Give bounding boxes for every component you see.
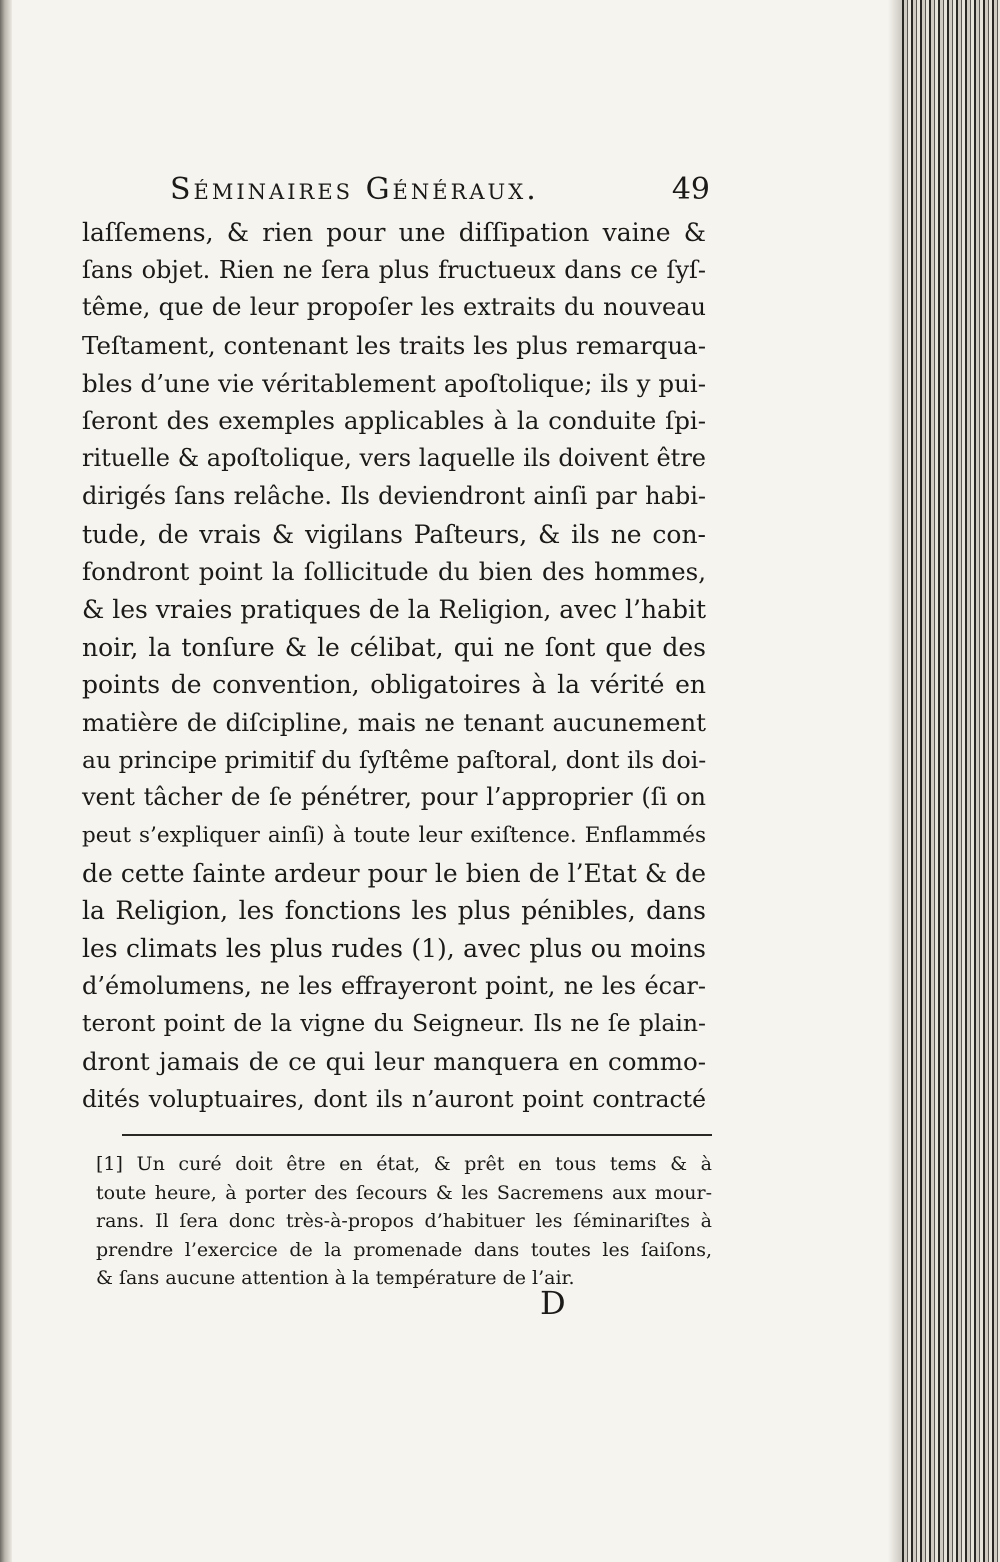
text-line: Teſtament, contenant les traits les plus remarqua- — [82, 331, 706, 361]
text-line: de cette ſainte ardeur pour le bien de l’Etat & de — [82, 858, 706, 888]
text-line: bles d’une vie véritablement apoſtolique; ils y pui- — [82, 368, 706, 398]
text-line: ſeront des exemples applicables à la conduite ſpi- — [82, 406, 706, 436]
text-line: d’émolumens, ne les effrayeront point, ne les écar- — [82, 971, 706, 1000]
text-line: tême, que de leur propoſer les extraits du nouveau — [82, 293, 706, 322]
footnote-line: toute heure, à porter des ſecours & les Sacremens aux mour- — [96, 1181, 712, 1204]
page-number: 49 — [671, 172, 710, 207]
text-line: dités voluptuaires, dont ils n’auront point contracté — [82, 1084, 706, 1113]
text-line: au principe primitif du ſyſtême paſtoral, dont ils doi- — [82, 745, 707, 774]
signature-mark: D — [540, 1284, 566, 1322]
text-line: ſans objet. Rien ne ſera plus fructueux dans ce ſyſ- — [82, 255, 706, 284]
body-text — [82, 214, 706, 1119]
text-line: laſſemens, & rien pour une diſſipation vaine & — [82, 218, 706, 247]
text-line: rituelle & apoſtolique, vers laquelle ils doivent être — [82, 444, 706, 473]
footnote — [96, 1150, 712, 1293]
footnote-line: & ſans aucune attention à la température de l’air. — [96, 1267, 575, 1290]
footnote-rule — [122, 1134, 712, 1136]
text-line: points de convention, obligatoires à la vérité en — [82, 670, 706, 700]
text-line: vent tâcher de ſe pénétrer, pour l’approprier (ſi on — [82, 783, 706, 812]
text-line: fondront point la ſollicitude du bien des hommes, — [82, 557, 706, 587]
binding-gutter — [0, 0, 12, 1562]
running-head — [170, 168, 710, 212]
running-head-title: Séminaires Généraux. — [170, 172, 539, 207]
footnote-line: rans. Il ſera donc très-à-propos d’habituer les ſéminariſtes à — [96, 1210, 712, 1233]
text-line: peut s’expliquer ainſi) à toute leur exiſtence. Enflammés — [82, 823, 706, 848]
footnote-line: [1] Un curé doit être en état, & prêt en tous tems & à — [96, 1153, 712, 1175]
page-edge-shadow — [888, 0, 902, 1562]
text-line: dirigés ſans relâche. Ils deviendront ainſi par habi- — [82, 481, 706, 510]
text-line: la Religion, les fonctions les plus pénibles, dans — [82, 896, 706, 926]
text-line: matière de diſcipline, mais ne tenant aucunement — [82, 707, 706, 737]
text-line: les climats les plus rudes (1), avec plus ou moins — [82, 934, 706, 964]
text-line: tude, de vrais & vigilans Paſteurs, & ils ne con- — [82, 519, 706, 549]
text-line: noir, la tonſure & le célibat, qui ne ſont que des — [82, 632, 706, 662]
book-fore-edge — [902, 0, 1000, 1562]
text-line: dront jamais de ce qui leur manquera en commo- — [82, 1047, 706, 1077]
footnote-line: prendre l’exercice de la promenade dans toutes les ſaiſons, — [96, 1238, 712, 1261]
text-line: teront point de la vigne du Seigneur. Ils ne ſe plain- — [82, 1009, 706, 1038]
text-line: & les vraies pratiques de la Religion, avec l’habit — [82, 594, 706, 624]
